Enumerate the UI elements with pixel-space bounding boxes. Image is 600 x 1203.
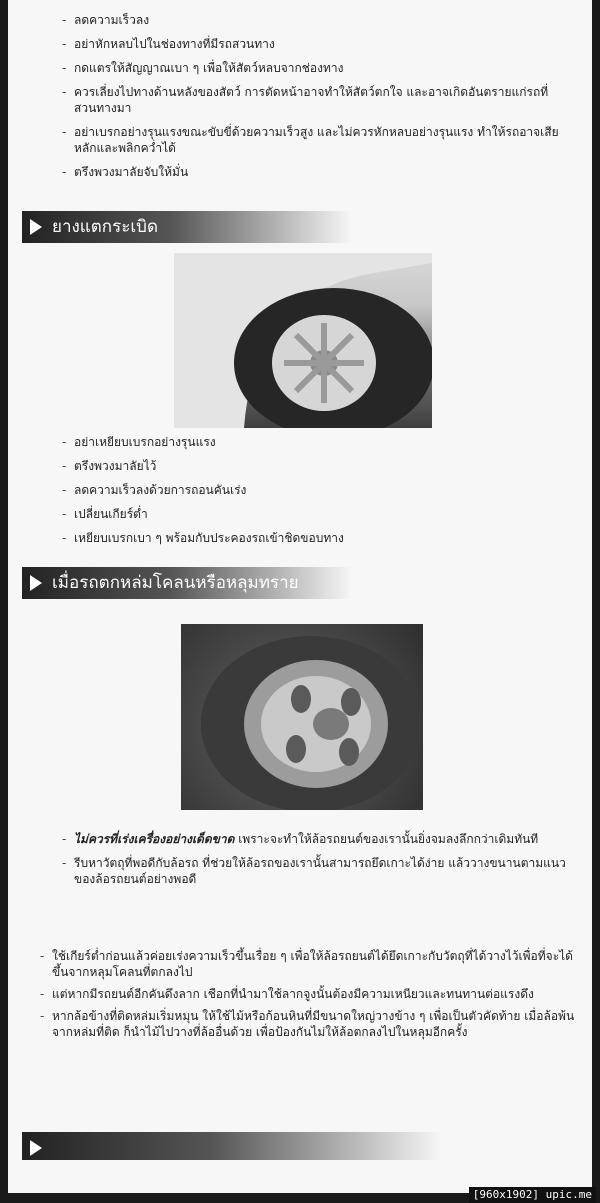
item-text: เพราะจะทำให้ล้อรถยนต์ของเรานั้นยิ่งจมลงลึกกว่าเดิมทันที (234, 832, 539, 846)
document-page (8, 0, 592, 1193)
section-title: เมื่อรถตกหล่มโคลนหรือหลุมทราย (52, 573, 299, 593)
list-item: - ลดความเร็วลง (62, 12, 562, 28)
section-title: ยางแตกระเบิด (52, 217, 159, 237)
flat-tire-illustration (174, 253, 432, 428)
list-item: - รีบหาวัตถุที่พอดีกับล้อรถ ที่ช่วยให้ล้อรถของเรานั้นสามารถยึดเกาะได้ง่าย แล้ววางขนานตามแนวของล้อรถยนต์อย่างพอดี (62, 855, 572, 887)
list-item: - เปลี่ยนเกียร์ต่ำ (62, 506, 562, 522)
list-item: - อย่าเบรกอย่างรุนแรงขณะขับขี่ด้วยความเร็วสูง และไม่ควรหักหลบอย่างรุนแรง ทำให้รถอาจเสียหลักและพลิกคว่ำได้ (62, 124, 562, 156)
list-item: - ควรเลี่ยงไปทางด้านหลังของสัตว์ การตัดหน้าอาจทำให้สัตว์ตกใจ และอาจเกิดอันตรายแก่รถที่สวนทางมา (62, 84, 562, 116)
list-item: - ตรึงพวงมาลัยไว้ (62, 458, 562, 474)
list-item (62, 831, 572, 847)
list-item: - ลดความเร็วลงด้วยการถอนคันเร่ง (62, 482, 562, 498)
arrow-icon (30, 219, 42, 235)
list-item: - อย่าหักหลบไปในช่องทางที่มีรถสวนทาง (62, 36, 562, 52)
section-banner-mud-sand (22, 567, 352, 599)
list-item: - แต่หากมีรถยนต์อีกคันดึงลาก เชือกที่นำมาใช้ลากจูงนั้นต้องมีความเหนียวและทนทานต่อแรงดึง (40, 986, 580, 1002)
list-item: - ใช้เกียร์ต่ำก่อนแล้วค่อยเร่งความเร็วขึ้นเรื่อย ๆ เพื่อให้ล้อรถยนต์ได้ยึดเกาะกับวัตถุที่ได้วางไว้เพื่อที่จะได้ขึ้นจากหลุมโคลนที่ตกลงไป (40, 948, 580, 980)
section-banner-empty (22, 1132, 442, 1160)
list-item: - กดแตรให้สัญญาณเบา ๆ เพื่อให้สัตว์หลบจากช่องทาง (62, 60, 562, 76)
muddy-wheel-photo (181, 624, 423, 810)
list-item: - หากล้อข้างที่ติดหล่มเริ่มหมุน ให้ใช้ไม้หรือก้อนหินที่มีขนาดใหญ่วางข้าง ๆ เพื่อเป็นตัวคัดท้าย เมื่อล้อพ้นจากหล่มที่ติด ก็นำไม้ไปวางที่ล้ออื่นด้วย เพื่อป้องกันไม่ให้ล้อตกลงไปในหลุมอีกครั้ง (40, 1008, 580, 1040)
section2-list (62, 434, 562, 554)
arrow-icon (30, 1140, 42, 1156)
flat-tire-photo (174, 253, 432, 428)
emphasis-text: ไม่ควรที่เร่งเครื่องอย่างเด็ดขาด (74, 832, 235, 846)
section4-list (40, 948, 580, 1046)
list-item: - อย่าเหยียบเบรกอย่างรุนแรง (62, 434, 562, 450)
section3-list (62, 831, 572, 895)
watermark-text: [960x1902] upic.me (469, 1187, 596, 1203)
arrow-icon (30, 575, 42, 591)
list-item: - เหยียบเบรกเบา ๆ พร้อมกับประคองรถเข้าชิดขอบทาง (62, 530, 562, 546)
section1-list (62, 12, 562, 188)
list-item: - ตรึงพวงมาลัยจับให้มั่น (62, 164, 562, 180)
section-banner-tire-burst (22, 211, 352, 243)
muddy-wheel-illustration (181, 624, 423, 810)
